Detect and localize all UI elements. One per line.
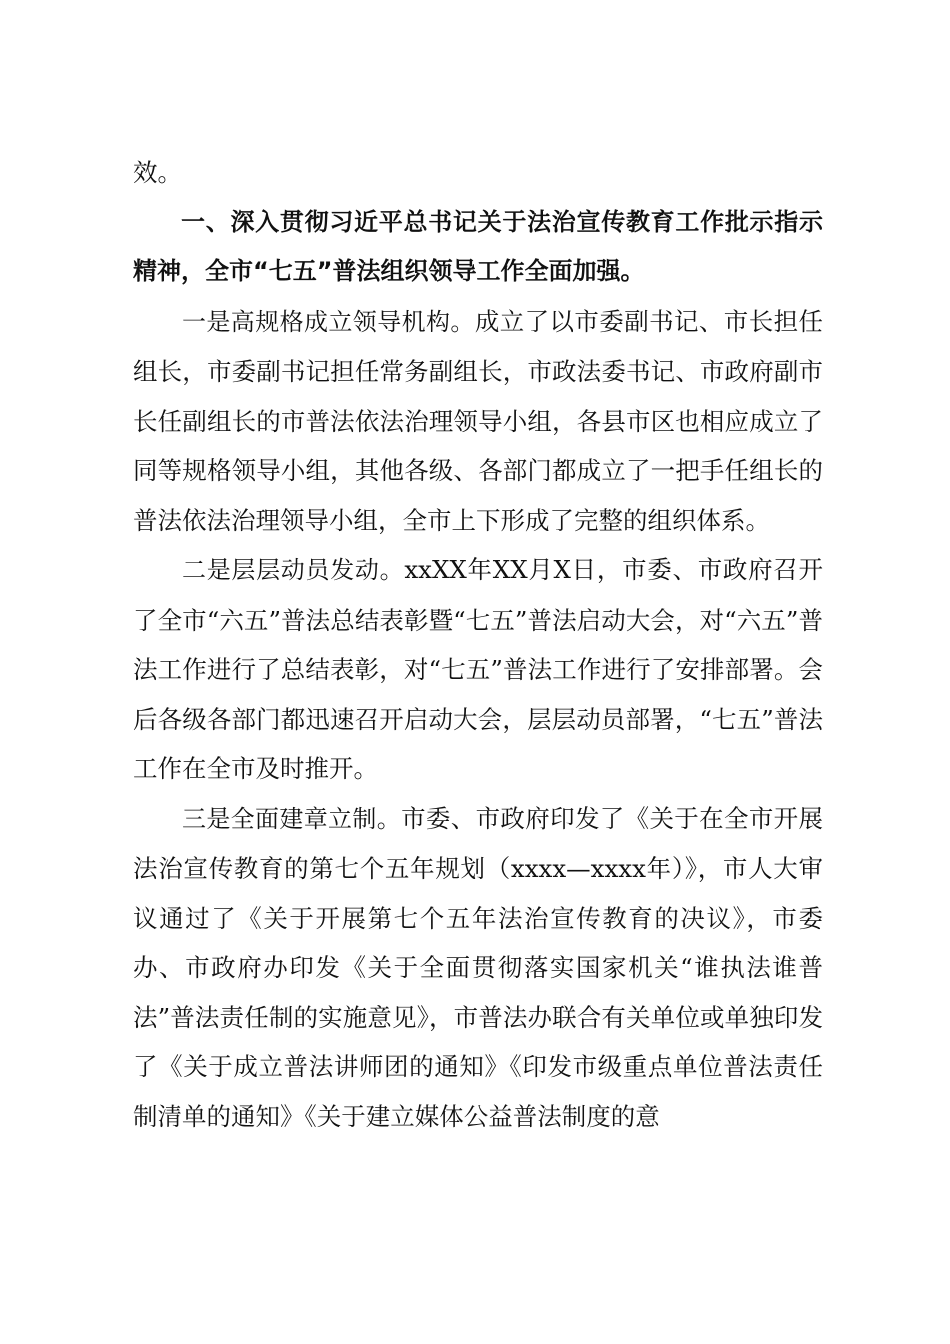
section-heading-text: 一、深入贯彻习近平总书记关于法治宣传教育工作批示指示精神，全市“七五”普法组织领导工作全面加强。 bbox=[133, 207, 823, 285]
document-body bbox=[133, 148, 823, 1141]
paragraph-regulations bbox=[133, 794, 823, 1142]
paragraph-mobilization bbox=[133, 545, 823, 794]
paragraph-lead: 二是层层动员发动。 bbox=[182, 556, 405, 584]
paragraph-leadership-body bbox=[133, 297, 823, 546]
paragraph-body: xxXX年XX月X日，市委、市政府召开了全市“六五”普法总结表彰暨“七五”普法启动大会，对“六五”普法工作进行了总结表彰，对“七五”普法工作进行了安排部署。会后各级各部门都迅速召开启动大会，层层动员部署，“七五”普法工作在全市及时推开。 bbox=[133, 555, 824, 783]
opening-fragment bbox=[133, 148, 823, 198]
paragraph-body: 市委、市政府印发了《关于在全市开展法治宣传教育的第七个五年规划（xxxx—xxxx年）》，市人大审议通过了《关于开展第七个五年法治宣传教育的决议》，市委办、市政府办印发《关于全面贯彻落实国家机关“谁执法谁普法”普法责任制的实施意见》，市普法办联合有关单位或单独印发了《关于成立普法讲师团的通知》《印发市级重点单位普法责任制清单的通知》《关于建立媒体公益普法制度的意 bbox=[133, 803, 824, 1131]
section-heading bbox=[133, 198, 823, 297]
paragraph-lead: 三是全面建章立制。 bbox=[182, 804, 402, 833]
paragraph-body: 成立了以市委副书记、市长担任组长，市委副书记担任常务副组长，市政法委书记、市政府副市长任副组长的市普法依法治理领导小组，各县市区也相应成立了同等规格领导小组，其他各级、各部门都成立了一把手任组长的普法依法治理领导小组，全市上下形成了完整的组织体系。 bbox=[133, 306, 824, 535]
paragraph-lead: 一是高规格成立领导机构。 bbox=[182, 307, 475, 336]
opening-fragment-text: 效。 bbox=[133, 158, 182, 187]
